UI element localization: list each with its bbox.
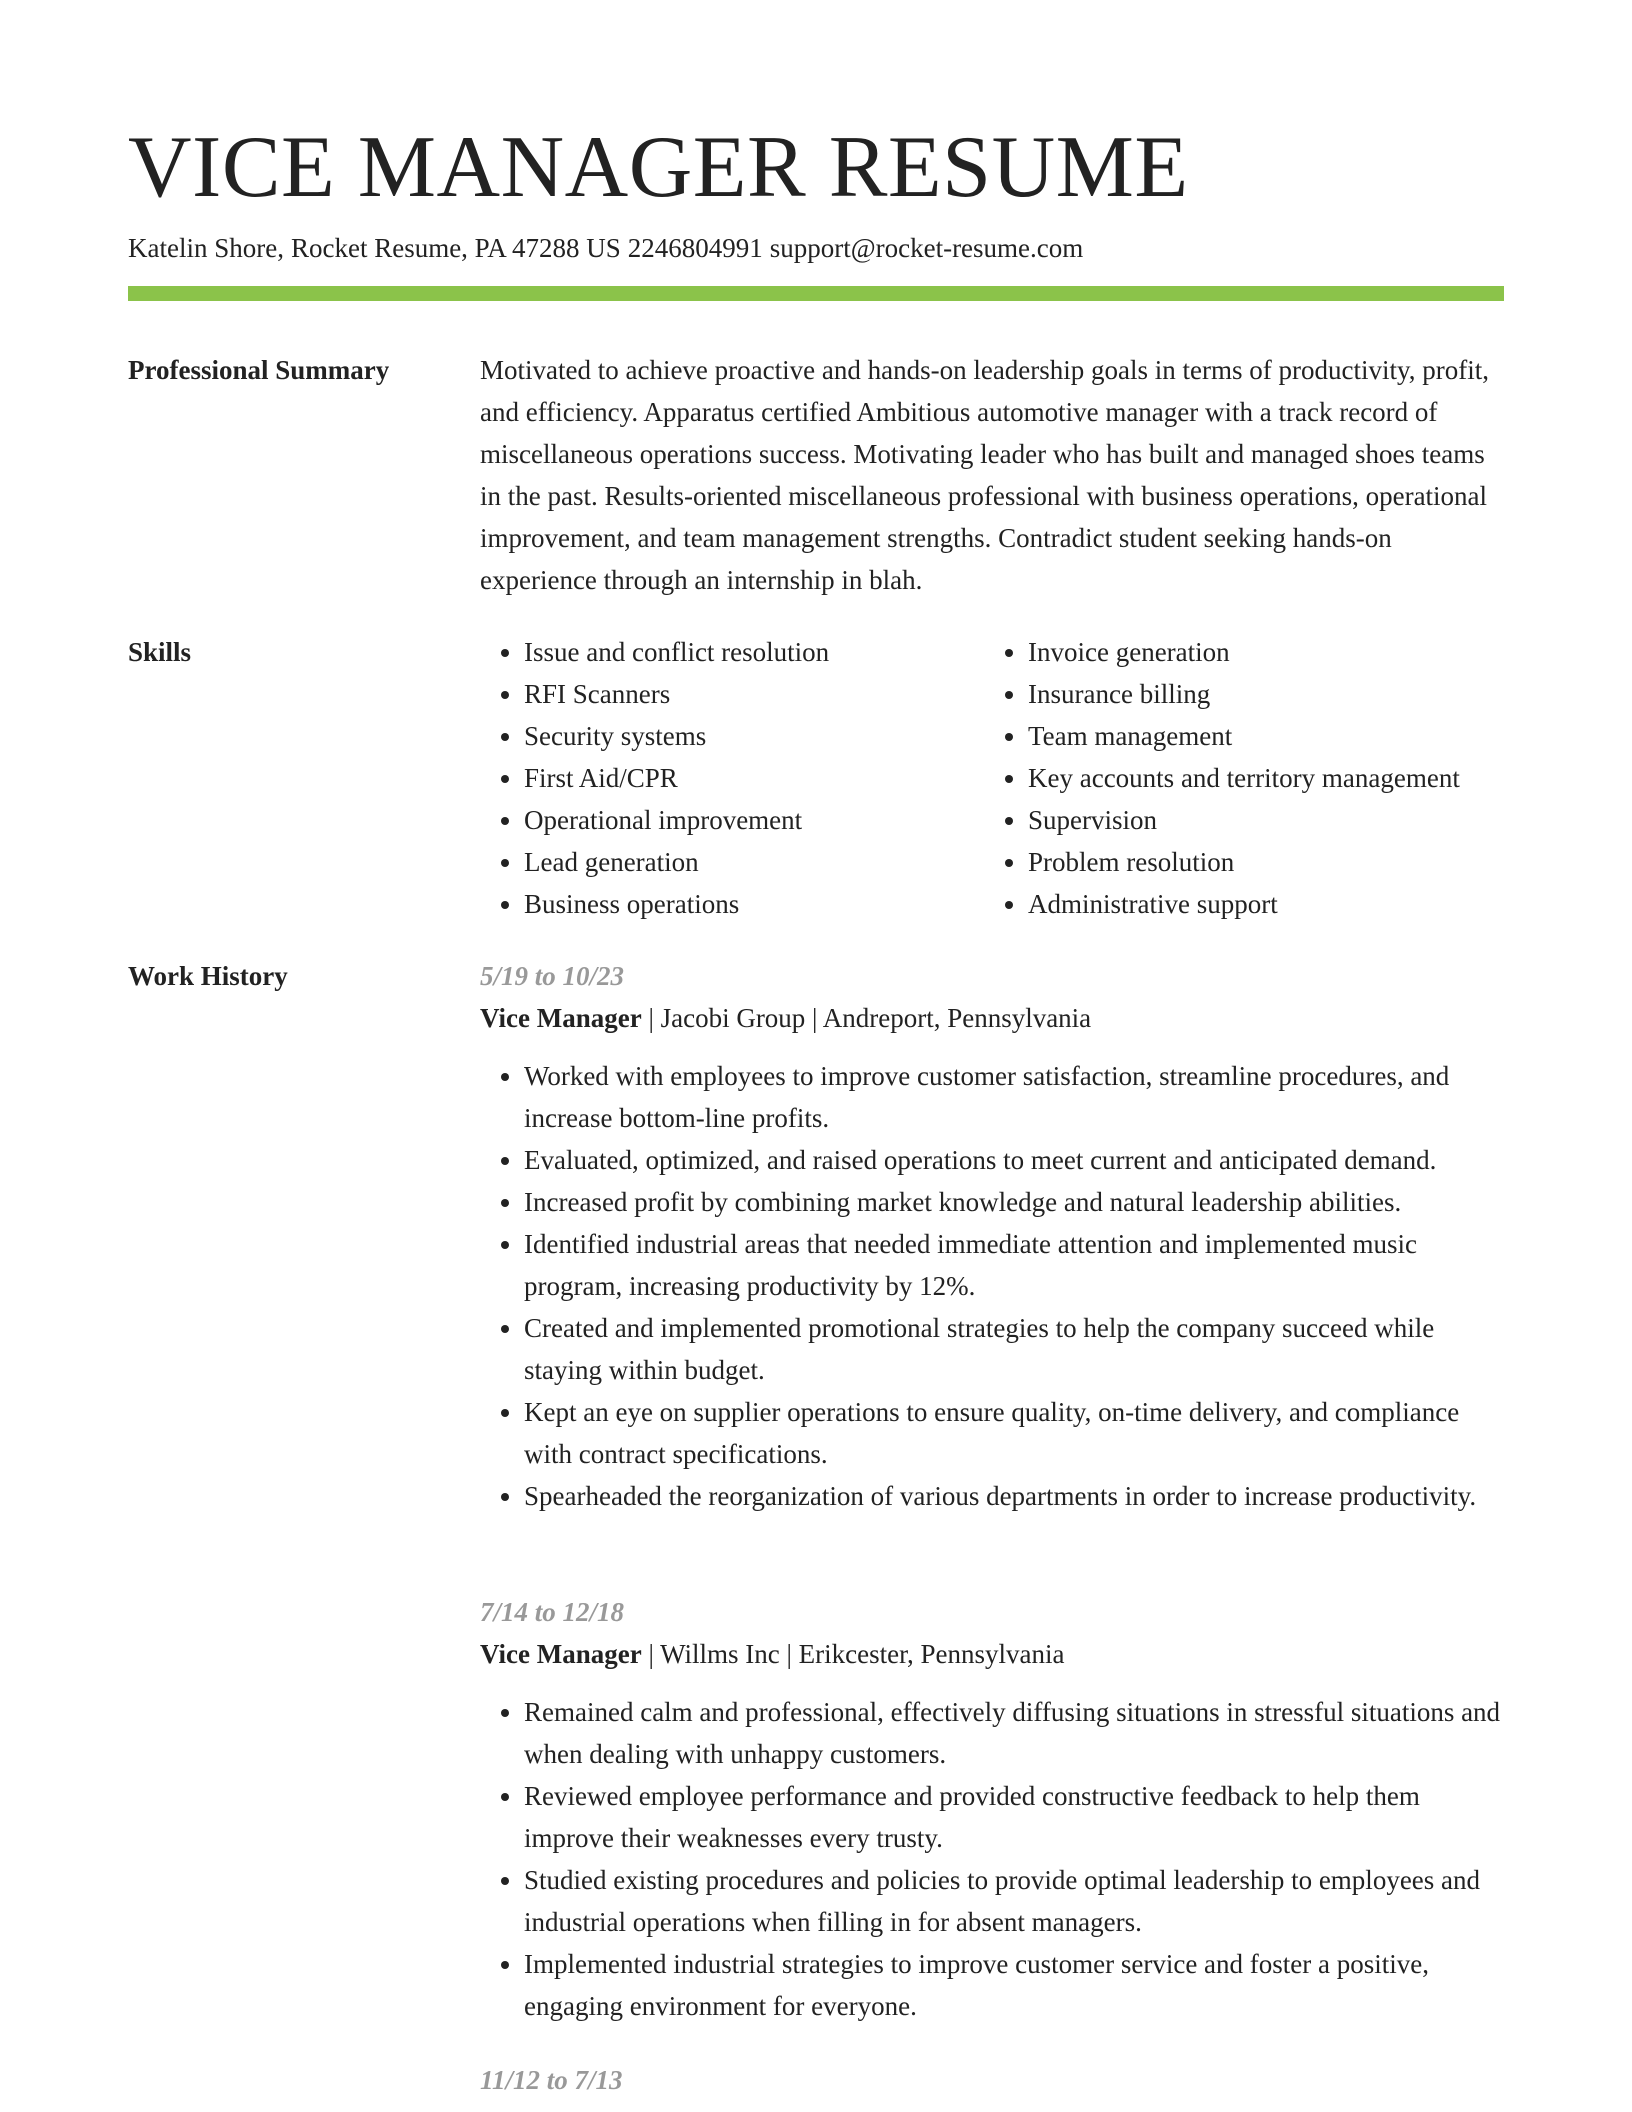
skill-item: • First Aid/CPR [524,757,984,799]
summary-text: Motivated to achieve proactive and hands-on leadership goals in terms of productivity, profit, and efficiency. Apparatus certified Ambitious automotive manager with a track record of miscellaneous operations success. Motivating leader who has built and managed shoes teams in the past. Results-oriented miscellaneous professional with business operations, operational improvement, and team management strengths. Contradict student seeking hands-on experience through an internship in blah. [480,355,1489,595]
summary-body [480,349,1504,631]
work-history-section [128,955,1504,2101]
job-title-line [480,997,1504,1039]
skill-item: • Issue and conflict resolution [524,631,984,673]
skills-list-right [984,631,1528,925]
job-bullet-list [480,1691,1504,2027]
job-entry [480,1591,1504,2059]
skills-body [480,631,1504,955]
job-company-location: | Jacobi Group | Andreport, Pennsylvania [641,1003,1092,1033]
job-bullet: • Reviewed employee performance and provided constructive feedback to help them improve their weaknesses every trusty. [524,1775,1504,1859]
work-history-heading: Work History [128,961,288,991]
skill-item: • Team management [1028,715,1528,757]
job-dates: 5/19 to 10/23 [480,961,625,991]
job-bullet: • Increased profit by combining market knowledge and natural leadership abilities. [524,1181,1504,1223]
job-entry [480,955,1504,1591]
job-bullet: • Studied existing procedures and policies to provide optimal leadership to employees and industrial operations when filling in for absent managers. [524,1859,1504,1943]
skill-item: • Security systems [524,715,984,757]
skill-item: • Problem resolution [1028,841,1528,883]
skill-item: • Lead generation [524,841,984,883]
job-title: Vice Manager [480,1639,642,1669]
job-bullet: • Created and implemented promotional strategies to help the company succeed while staying within budget. [524,1307,1504,1391]
summary-heading: Professional Summary [128,355,390,385]
job-entry [480,2059,1504,2101]
resume-sections [128,349,1504,2101]
skills-heading: Skills [128,637,192,667]
job-bullet: • Spearheaded the reorganization of various departments in order to increase productivity. [524,1475,1504,1517]
skill-item: • Administrative support [1028,883,1528,925]
contact-email[interactable]: support@rocket-resume.com [769,233,1084,263]
job-dates: 7/14 to 12/18 [480,1597,625,1627]
contact-phone: 2246804991 [627,233,763,263]
job-bullet: • Evaluated, optimized, and raised operations to meet current and anticipated demand. [524,1139,1504,1181]
job-bullet: • Remained calm and professional, effectively diffusing situations in stressful situations and when dealing with unhappy customers. [524,1691,1504,1775]
job-bullet: • Identified industrial areas that needed immediate attention and implemented music program, increasing productivity by 12%. [524,1223,1504,1307]
job-bullet: • Implemented industrial strategies to improve customer service and foster a positive, engaging environment for everyone. [524,1943,1504,2027]
skill-item: • RFI Scanners [524,673,984,715]
skill-item: • Supervision [1028,799,1528,841]
contact-line [128,230,1083,266]
skill-item: • Key accounts and territory management [1028,757,1528,799]
job-company-location: | Willms Inc | Erikcester, Pennsylvania [641,1639,1065,1669]
skill-item: • Invoice generation [1028,631,1528,673]
job-bullet-list [480,1055,1504,1517]
skill-item: • Business operations [524,883,984,925]
skill-item: • Operational improvement [524,799,984,841]
skills-columns [480,631,1504,925]
skills-section [128,631,1504,955]
contact-address: Rocket Resume, PA 47288 US [290,233,621,263]
job-title-line [480,1633,1504,1675]
job-bullet: • Worked with employees to improve customer satisfaction, streamline procedures, and increase bottom-line profits. [524,1055,1504,1139]
accent-divider [128,286,1504,301]
skills-list-left [480,631,984,925]
work-history-body [480,955,1504,2101]
contact-name: Katelin Shore, [128,233,284,263]
skill-item: • Insurance billing [1028,673,1528,715]
resume-title: VICE MANAGER RESUME [128,119,1189,216]
job-bullet: • Kept an eye on supplier operations to ensure quality, on-time delivery, and compliance with contract specifications. [524,1391,1504,1475]
summary-section [128,349,1504,631]
job-dates: 11/12 to 7/13 [480,2065,623,2095]
job-title: Vice Manager [480,1003,642,1033]
